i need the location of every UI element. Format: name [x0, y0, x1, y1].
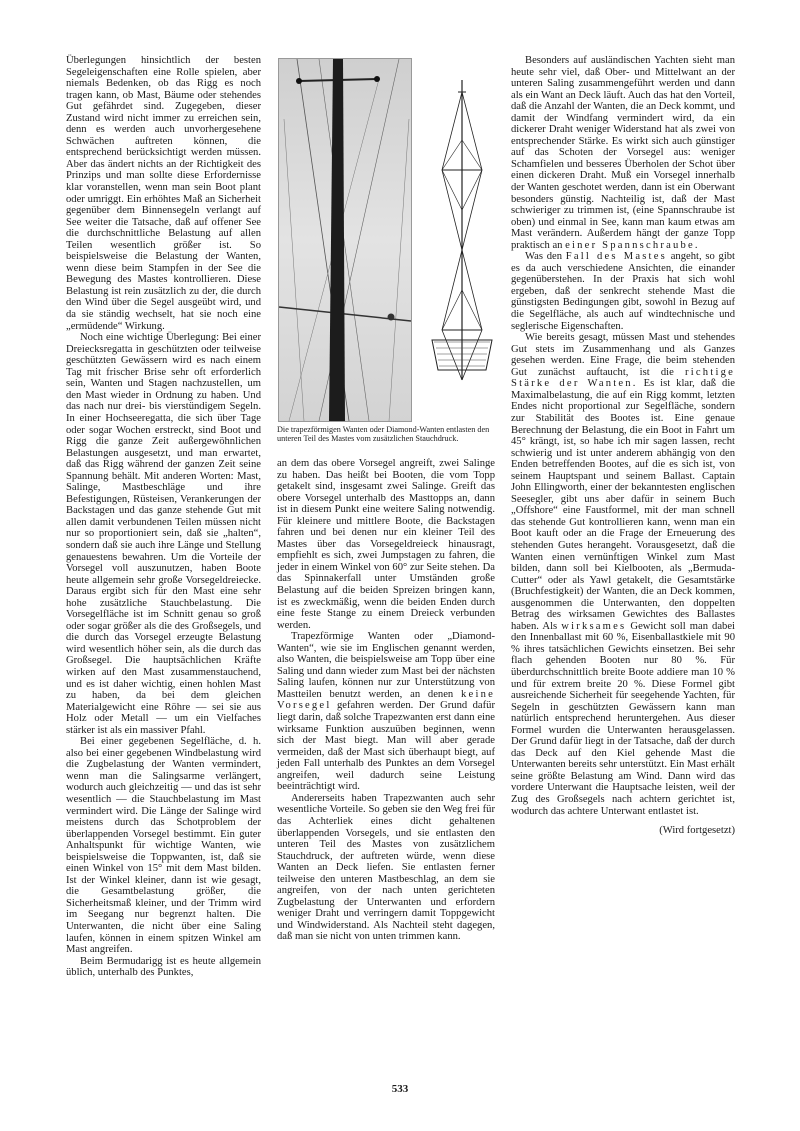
paragraph: Noch eine wichtige Überlegung: Bei einer Dreiecksregatta in geschützten oder teilweise geschützten Gewässern wird es nach einem Tag mit frischer Brise sehr oft erforderlich sein, Wanten und Stagen nachzustellen, um den Mast wieder in Ordnung zu haben. Und das nach nur drei- bis vierstündigem Segeln. In einer Hochseeregatta, die sich über Tage oder sogar Wochen erstreckt, sind Boot und Rigg die ganze Zeit außergewöhnlichen Belastungen ausgesetzt, und man erwartet, daß das Rigg während der ganzen Zeit seine Spannung behält. Mit anderen Worten: Mast, Salinge, Mastbeschläge und ihre Befestigungen, Rüsteisen, Verankerungen der Backstagen und das ganze stehende Gut mit allen damit verbundenen Teilen müssen nicht nur so proportioniert sein, daß sie „halten“, sondern daß sie auch ihre Länge und Stellung genauestens bewahren. Um die Vorteile der Vorsegel voll auszunutzen, haben Boote heute allgemein sehr große Vorsegeldreiecke. Daraus ergibt sich für den Mast eine sehr hohe zusätzliche Stauchbelastung. Die Vorsegelfläche ist im Schnitt genau so groß oder sogar größer als die des Großsegels, und die durch das Vorsegel erzeugte Belastung wird wesentlich höher sein, als die durch das Großsegel. Die hauptsächlichen Kräfte wirken auf den Mast zusammenstauchend, und es ist daher wichtig, einen hohlen Mast zu haben, da bei dem gleichen Materialgewicht eine Röhre — sei sie aus Holz oder Metall — um ein Vielfaches stärker ist als ein massiver Pfahl.: [66, 332, 261, 736]
text-column-middle: [277, 458, 495, 943]
figure-caption: Die trapezförmigen Wanten oder Diamond-Wanten entlasten den unteren Teil des Mastes vom zusätzlichen Stauchdruck.: [277, 425, 490, 444]
paragraph: [511, 55, 735, 251]
paragraph: Beim Bermudarigg ist es heute allgemein üblich, unterhalb des Punktes,: [66, 955, 261, 979]
text-run: Gewicht soll man dabei den Innenballast mit 60 %, Eisenballastkiele mit 90 % ihres tatsächlichen Gewichts einsetzen. Bei sehr flach gehenden Booten nur 80 %. Für überdurchschnittlich breite Boote addiere man 10 % und für extrem breite 20 %. Diese Formel gibt ausreichende Sicherheit für seegehende Yachten, für Segeln in geschützten Gewässern kann man natürlich entsprechend heruntergehen. Aus dieser Formel wurden die Unterwanten herausgelassen. Der Grund dafür liegt in der Tatsache, daß der durch das Deck auf den Kiel gehende Mast die Unterwanten bereits sehr unterstützt. Ein Mast erhält seine größte Belastung am Wind. Dann wird das vordere Unterwant die Hauptsache leisten, weil der Zug des Großsegels nach achtern gerichtet ist, wodurch das achtere Unterwant entlastet ist.: [511, 620, 735, 817]
mast-photo-illustration: [279, 59, 411, 421]
spaced-emphasis: richtige Stärke der Wanten.: [511, 366, 735, 390]
text-column-left: [66, 55, 261, 979]
text-column-right: [511, 55, 735, 837]
text-run: Trapezförmige Wanten oder „Diamond-Wanten“, wie sie im Englischen genannt werden, also Wanten, die beispielsweise am Topp über eine Saling und dann wieder zum Mast bei der nächsten Saling laufen, können nur zur Unterstützung von Mastteilen benutzt werden, an denen: [277, 631, 495, 700]
paragraph: Bei einer gegebenen Segelfläche, d. h. also bei einer gegebenen Windbelastung wird die Zugbelastung der Wanten vermindert, wenn man die Salingsarme verlängert, wodurch auch gleichzeitig — und das ist sehr wesentlich — die Stauchbelastung im Mast vermindert wird. Die Länge der Salinge wird meistens durch das Schotproblem der überlappenden Vorsegel bestimmt. Ein guter Anhaltspunkt für wichtige Wanten, wie beispielsweise die Toppwanten, ist, daß sie einen Winkel von 15° mit dem Mast bilden. Ist der Winkel kleiner, dann ist wie gesagt, die Gesamtbelastung größer, die Sicherheitsmaß kleiner, und der Trimm wird im Seegang nur begrenzt halten. Die Unterwanten, die nicht über eine Saling laufen, können in einem spitzen Winkel am Mast angreifen.: [66, 736, 261, 956]
paragraph: Überlegungen hinsichtlich der besten Segeleigenschaften eine Rolle spielen, aber niemals Bedenken, ob das Rigg es noch tragen kann, ob Mast, Bäume oder stehendes Gut gefährdet sind. Zugegeben, dieser Zustand wird nicht immer zu erreichen sein, denn es werden auch unvorhergesehene Schwächen auftreten können, die entsprechend berücksichtigt werden müssen. Aber das ändert nichts an der Richtigkeit des Prinzips und man sollte diese Erfordernisse klar voranstellen, wenn man sein Boot plant oder umriggt. Ein erhöhtes Maß an Sicherheit gegenüber dem Binnensegeln verlangt auf See weiter die Tatsache, daß auf offener See die durchschnittliche Belastung auf allen Teilen wesentlich größer ist. So beispielsweise die Belastung der Wanten, wenn diese beim Stampfen in der See die Bewegung des Mastes kontrollieren. Diese Belastung ist rein zusätzlich zu der, die durch den Wind über die Segel ausgeübt wird, und da sie ständig wechselt, hat sie noch eine „ermüdende“ Wirkung.: [66, 55, 261, 332]
paragraph: [277, 631, 495, 793]
diamond-shrouds-diagram: [424, 80, 500, 420]
spaced-emphasis: wirksames: [561, 620, 627, 632]
text-run: Wie bereits gesagt, müssen Mast und stehendes Gut stets im Zusammenhang und als Ganzes gesehen werden. Eine Frage, die beim stehenden Gut zunächst auftaucht, ist die: [511, 332, 735, 378]
paragraph: an dem das obere Vorsegel angreift, zwei Salinge zu haben. Das heißt bei Booten, die vom Topp getakelt sind, insgesamt zwei Salinge. Greift das obere Vorsegel unterhalb des Masttopps an, dann ist in diesem Punkt eine weitere Saling notwendig. Für kleinere und mittlere Boote, die Backstagen fahren und bei denen nur ein kleiner Teil des Mastes über das Vorsegeldreieck hinausragt, empfiehlt es sich, zwei Jumpstagen zu fahren, die jeder in einem Winkel von 60° zur Seite stehen. Da das Spinnakerfall unter Umständen große Belastung auf die beiden Spreizen bringen kann, ist es zweckmäßig, wenn die beiden Enden durch eine feste Stange zu einem Dreieck verbunden werden.: [277, 458, 495, 631]
text-run: Es ist klar, daß die Maximalbelastung, die auf ein Rigg kommt, letzten Endes nicht proportional zur Segelfläche, sondern zur Stabilität des Bootes ist. Eine genaue Berechnung der Belastung, die ein Boot in Fahrt um 45° krängt, ist, so habe ich mir sagen lassen, recht schwierig und ist unter anderem abhängig von den Enden betreffenden Bootes, auf die es sich ist, von seinem Hauptspant und seinem Ballast. Captain John Ellingworth, einer der bekanntesten englischen Seesegler, gibt uns aber dafür in seinem Buch „Offshore“ eine Faustformel, mit der man schnell das stehende Gut kontrollieren kann, wenn man ein Boot kauft oder an die Frage der Erneuerung des stehenden Gutes herangeht. Vorausgesetzt, daß die Wanten einen vernünftigen Winkel zum Mast bilden, dann soll bei Kielbooten, als „Bermuda-Cutter“ oder als Yawl getakelt, die Gesamtstärke (Bruchfestigkeit) der Wanten, die an Deck kommen, ausgenommen die Unterwanten, den doppelten Betrag des wirksamen Gewichtes des Ballastes haben. Als: [511, 378, 735, 632]
paragraph: [511, 251, 735, 332]
paragraph: Andererseits haben Trapezwanten auch sehr wesentliche Vorteile. So geben sie den Weg frei für das Achterliek eines dicht gehaltenen überlappenden Vorsegels, und sie entlasten den unteren Teil des Mastes von zusätzlichem Stauchdruck, der auftreten würde, wenn diese Wanten an Deck liefen. Sie entlasten ferner teilweise den unteren Mastbeschlag, an dem sie angreifen, von der nach unten gerichteten Zugbelastung der Unterwanten und erfordern weniger Draht und verringern damit Toppgewicht und Windwiderstand. Als Nachteil steht dagegen, daß man sie nicht von unten trimmen kann.: [277, 792, 495, 943]
spaced-emphasis: Fall des Mastes: [565, 251, 667, 263]
text-run: gefahren werden. Der Grund dafür liegt darin, daß solche Trapezwanten erst dann eine wirksame Funktion auszuüben beginnen, wenn sich der Mast biegt. Man will aber gerade vermeiden, daß der Mast sich überhaupt biegt, auf jeden Fall unterhalb des Punktes an dem Vorsegel angreifen, weil dadurch seine Leistung beeinträchtigt wird.: [277, 700, 495, 793]
text-run: angeht, so gibt es da auch verschiedene Ansichten, die einander gegenüberstehen. In der Praxis hat sich wohl ergeben, daß der senkrecht stehende Mast die günstigsten Bedingungen gibt, sowohl in Bezug auf die Segelfläche, als auch auf windtechnische und seglerische Eigenschaften.: [511, 251, 736, 332]
continued-note: (Wird fortgesetzt): [659, 825, 735, 837]
paragraph: [511, 332, 735, 817]
spaced-emphasis: keine Vorsegel: [277, 688, 495, 712]
page-number: 533: [391, 1083, 409, 1095]
spaced-emphasis: einer Spannschraube.: [565, 239, 700, 251]
text-run: Was den: [525, 251, 563, 263]
text-run: Besonders auf ausländischen Yachten sieht man heute sehr viel, daß Ober- und Mittelwant an der unteren Saling zusammengeführt werden und dann als ein Want an Deck läuft. Auch das hat den Vorteil, daß die Anzahl der Wanten, die an Deck kommt, und damit der Windfang vermindert wird, da ein dickerer Draht weniger Widerstand hat als zwei von entsprechender Stärke. Es wirkt sich auch günstiger auf das Schoten der Vorsegel aus: weniger Schamfielen und besseres Überholen der Schot über einen dickeren Draht. Muß ein Vorsegel innerhalb der Wanten geschotet werden, dann ist ein Oberwant besonders günstig. Nachteilig ist, daß der Mast schwieriger zu trimmen ist, (eine Spannschraube ist oben) und einmal in See, kann man kaum etwas am Mast verändern. Außerdem hängt der ganze Topp praktisch an: [511, 55, 736, 251]
mast-photo: [278, 58, 412, 422]
